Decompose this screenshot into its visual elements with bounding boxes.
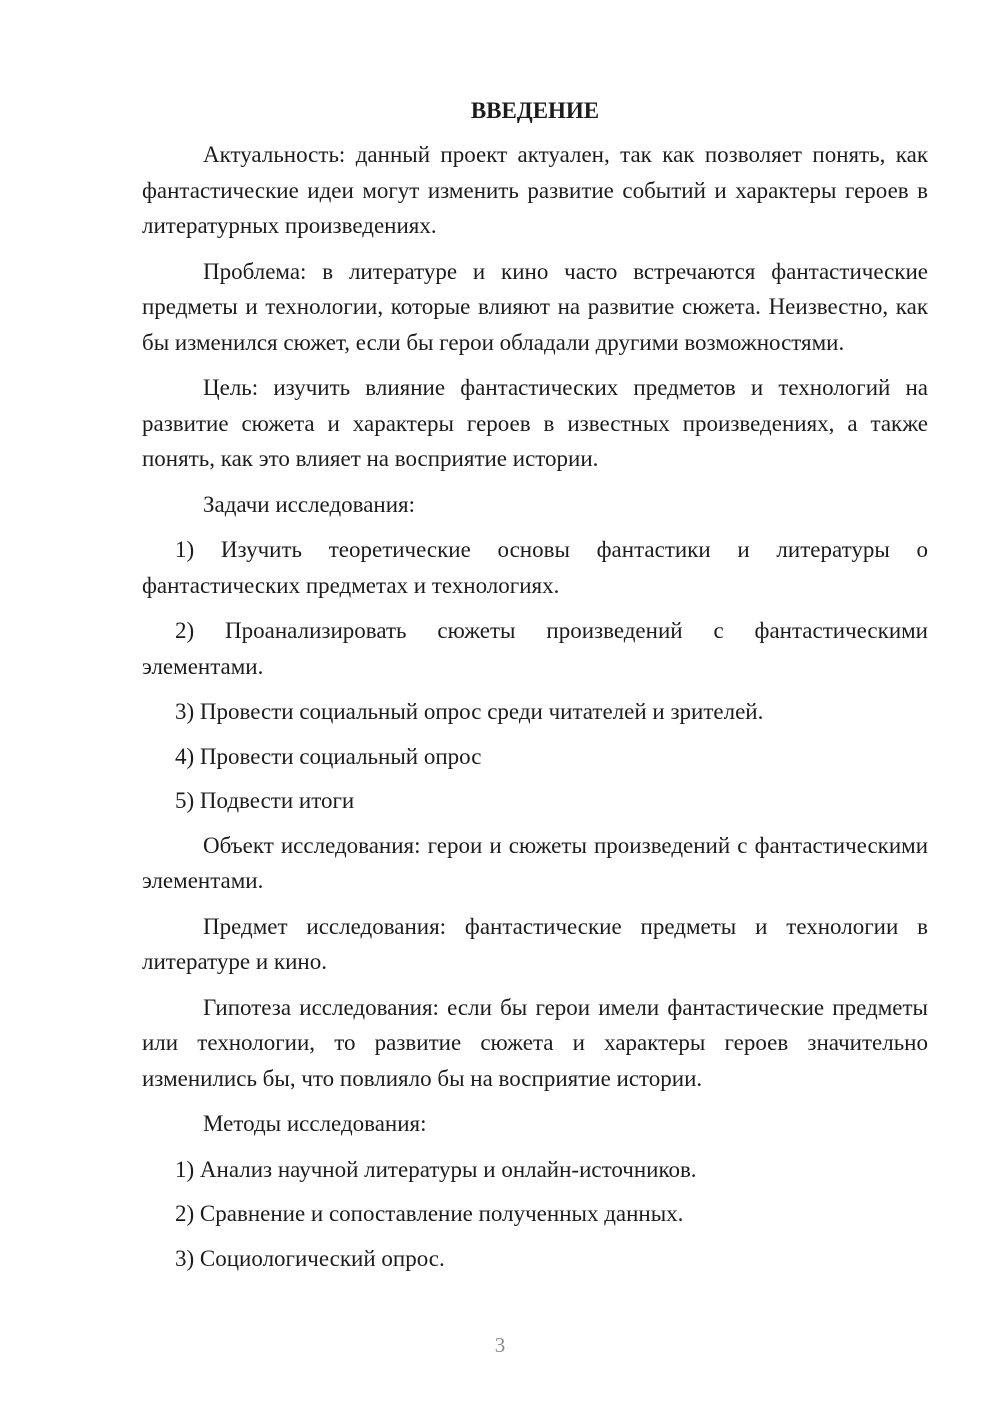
task-item: 4) Провести социальный опрос — [175, 743, 482, 769]
tasks-heading: Задачи исследования: — [203, 491, 416, 517]
relevance-paragraph: Актуальность: данный проект актуален, так как позволяет понять, как фантастические идеи могут изменить развитие событий и характеры героев в литературных произведениях. — [142, 142, 928, 238]
method-item: 2) Сравнение и сопоставление полученных данных. — [175, 1201, 684, 1226]
task-item: 2) Проанализировать сюжеты произведений с фантастическими элементами. — [142, 618, 928, 679]
hypothesis-paragraph: Гипотеза исследования: если бы герои имели фантастические предметы или технологии, то развитие сюжета и характеры героев значительно изменились бы, что повлияло бы на восприятие истории. — [142, 994, 928, 1091]
object-paragraph: Объект исследования: герои и сюжеты произведений с фантастическими элементами. — [142, 832, 928, 893]
task-item: 5) Подвести итоги — [175, 788, 355, 813]
method-item: 1) Анализ научной литературы и онлайн-источников. — [175, 1156, 697, 1182]
method-item: 3) Социологический опрос. — [175, 1245, 445, 1271]
task-item: 1) Изучить теоретические основы фантастики и литературы о фантастических предметах и технологиях. — [142, 537, 928, 598]
page-number: 3 — [494, 1333, 506, 1357]
document-title: ВВЕДЕНИЕ — [470, 98, 600, 123]
problem-paragraph: Проблема: в литературе и кино часто встречаются фантастические предметы и технологии, которые влияют на развитие сюжета. Неизвестно, как бы изменился сюжет, если бы герои обладали другими возможностями. — [142, 258, 928, 355]
goal-paragraph: Цель: изучить влияние фантастических предметов и технологий на развитие сюжета и характеры героев в известных произведениях, а также понять, как это влияет на восприятие истории. — [142, 375, 928, 471]
task-item: 3) Провести социальный опрос среди читателей и зрителей. — [175, 699, 764, 724]
methods-heading: Методы исследования: — [203, 1111, 427, 1136]
document-page — [142, 96, 928, 1285]
subject-paragraph: Предмет исследования: фантастические предметы и технологии в литературе и кино. — [142, 913, 928, 974]
